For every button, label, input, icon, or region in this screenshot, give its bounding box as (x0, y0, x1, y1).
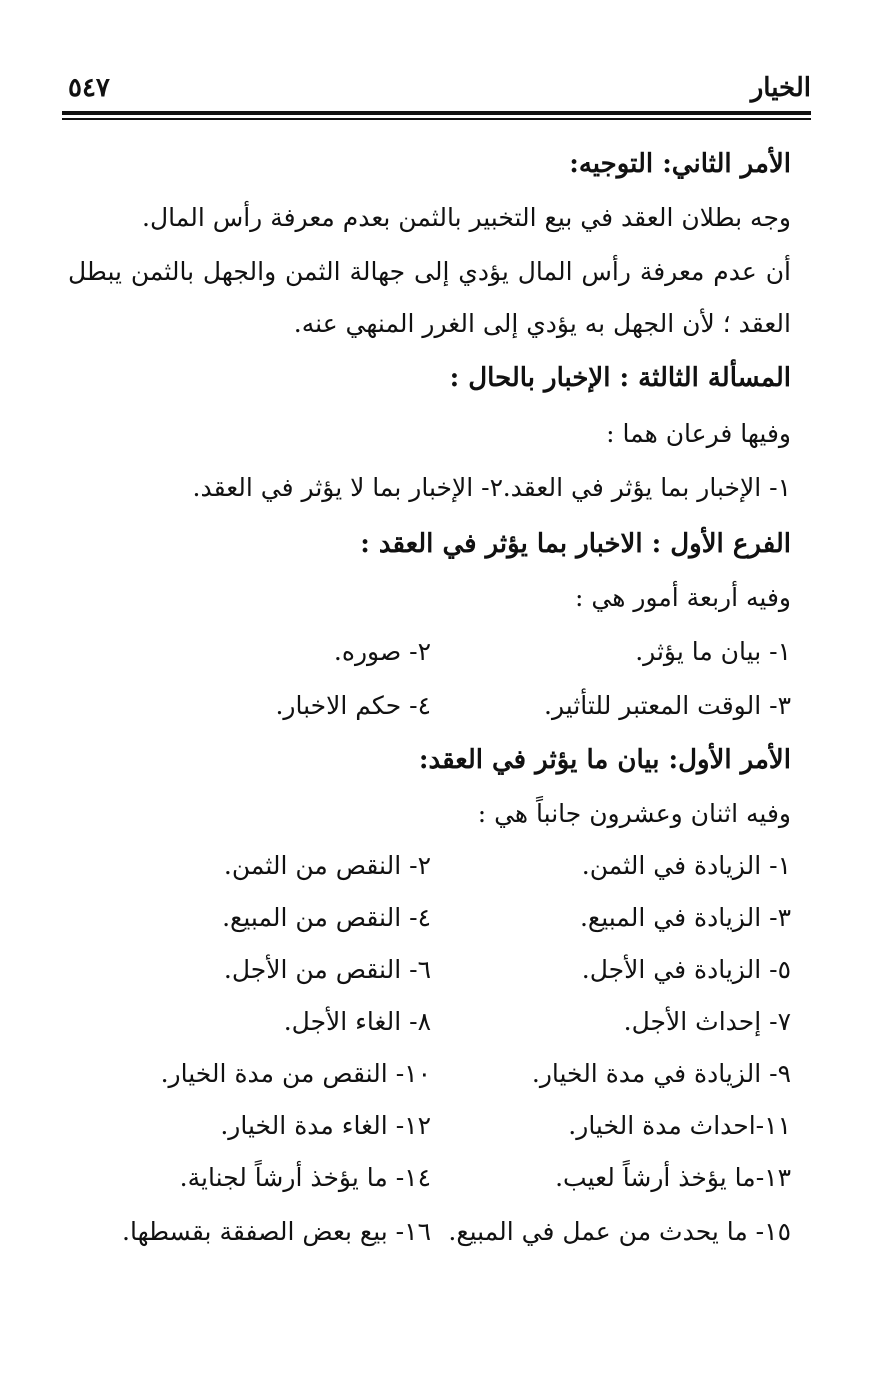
page-number: ٥٤٧ (68, 73, 110, 103)
section-heading-third-issue: المسألة الثالثة : الإخبار بالحال : (449, 363, 791, 393)
list-item: ٩- الزيادة في مدة الخيار. (531, 1059, 791, 1088)
two-column-row (70, 840, 791, 892)
list-item: ١٢- الغاء مدة الخيار. (220, 1111, 431, 1140)
paragraph: أن عدم معرفة رأس المال يؤدي إلى جهالة الثمن والجهل بالثمن يبطل (68, 257, 791, 286)
section-heading-first-matter: الأمر الأول: بيان ما يؤثر في العقد: (418, 745, 791, 775)
two-column-row (70, 1048, 791, 1100)
chapter-title: الخيار (750, 73, 811, 103)
list-item: ٥- الزيادة في الأجل. (581, 955, 791, 984)
list-item: ٧- إحداث الأجل. (623, 1007, 791, 1036)
list-item: ١٦- بيع بعض الصفقة بقسطها. (122, 1217, 431, 1246)
paragraph: العقد ؛ لأن الجهل به يؤدي إلى الغرر المنهي عنه. (293, 309, 791, 338)
list-item: ٢- الإخبار بما لا يؤثر في العقد. (192, 473, 503, 502)
list-item: ٦- النقص من الأجل. (223, 955, 431, 984)
list-item: ١٥- ما يحدث من عمل في المبيع. (448, 1217, 791, 1246)
list-item: ٤- حكم الاخبار. (275, 691, 431, 720)
list-item: ١٤- ما يؤخذ أرشاً لجناية. (179, 1163, 431, 1192)
two-column-row (70, 462, 791, 514)
section-intro: وفيه أربعة أمور هي : (575, 583, 791, 612)
list-item: ١- الزيادة في الثمن. (581, 851, 791, 880)
list-item: ١- الإخبار بما يؤثر في العقد. (502, 473, 791, 502)
section-intro: وفيه اثنان وعشرون جانباً هي : (477, 799, 791, 828)
header-rule-thin (62, 118, 811, 120)
two-column-row (70, 944, 791, 996)
list-item: ١- بيان ما يؤثر. (635, 637, 791, 666)
header-rule-thick (62, 111, 811, 115)
two-column-row (70, 996, 791, 1048)
two-column-row (70, 1152, 791, 1204)
list-item: ١٠- النقص من مدة الخيار. (160, 1059, 431, 1088)
list-item: ٨- الغاء الأجل. (283, 1007, 431, 1036)
section-heading-first-branch: الفرع الأول : الاخبار بما يؤثر في العقد : (360, 529, 791, 559)
list-item: ٢- صوره. (333, 637, 431, 666)
two-column-row (70, 626, 791, 678)
list-item: ٣- الزيادة في المبيع. (579, 903, 791, 932)
list-item: ١٣-ما يؤخذ أرشاً لعيب. (555, 1163, 791, 1192)
list-item: ١١-احداث مدة الخيار. (568, 1111, 791, 1140)
two-column-row (70, 892, 791, 944)
list-item: ٣- الوقت المعتبر للتأثير. (544, 691, 791, 720)
two-column-row (70, 1206, 791, 1258)
section-intro: وفيها فرعان هما : (606, 419, 791, 448)
paragraph: وجه بطلان العقد في بيع التخبير بالثمن بعدم معرفة رأس المال. (142, 203, 791, 232)
list-item: ٢- النقص من الثمن. (223, 851, 431, 880)
two-column-row (70, 1100, 791, 1152)
two-column-row (70, 680, 791, 732)
running-header (62, 70, 811, 106)
list-item: ٤- النقص من المبيع. (222, 903, 431, 932)
section-heading-guidance: الأمر الثاني: التوجيه: (569, 149, 791, 179)
